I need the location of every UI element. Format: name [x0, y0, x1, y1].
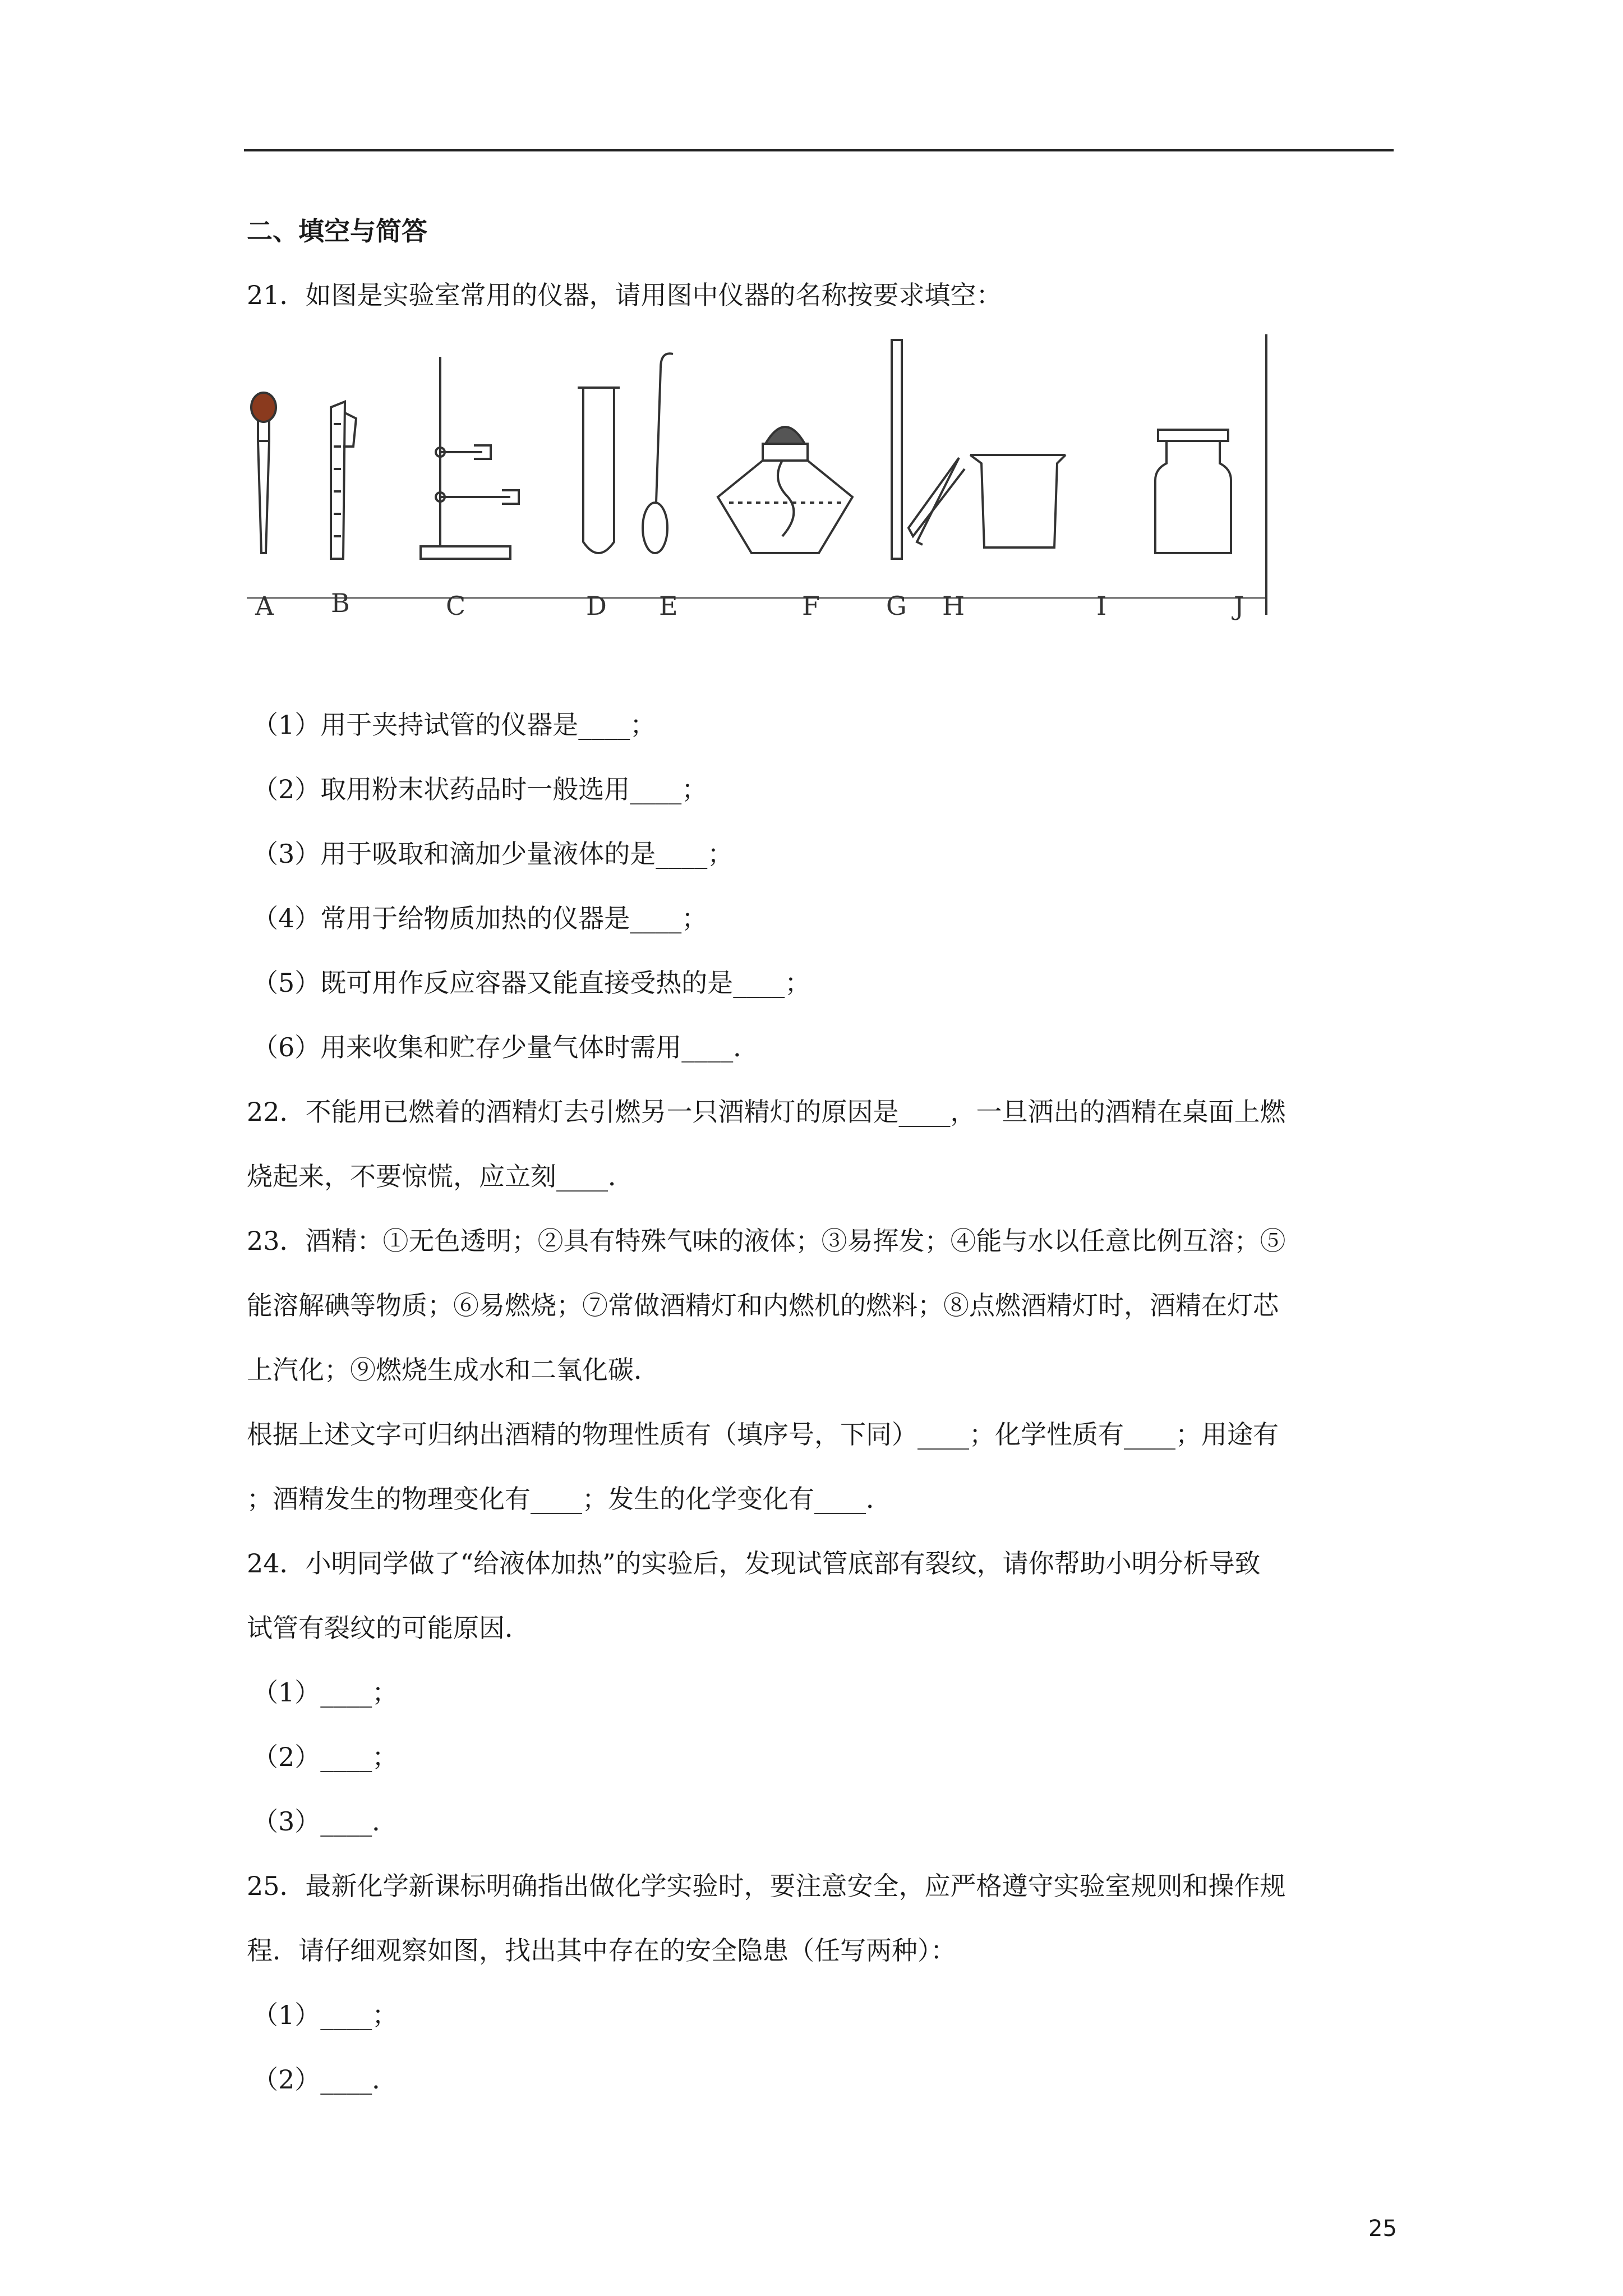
lab-instruments-figure: [247, 334, 1267, 620]
q21-item-4: （4）常用于给物质加热的仪器是____；: [252, 903, 708, 933]
q25-line-1: 25．最新化学新课标明确指出做化学实验时，要注意安全，应严格遵守实验室规则和操作规: [247, 1871, 1286, 1901]
header-rule: [244, 149, 1394, 151]
label-f: F: [802, 591, 820, 620]
reagent-bottle-icon: [1155, 430, 1231, 553]
q24-item-2: （2）____；: [252, 1742, 398, 1772]
q23-line-1: 23．酒精：①无色透明；②具有特殊气味的液体；③易挥发；④能与水以任意比例互溶；⑤: [247, 1226, 1286, 1256]
q23-line-3: 上汽化；⑨燃烧生成水和二氧化碳．: [247, 1355, 660, 1385]
label-g: G: [886, 591, 907, 620]
tweezers-icon: [909, 458, 965, 545]
label-e: E: [659, 591, 678, 620]
label-b: B: [331, 588, 350, 618]
dropper-icon: [251, 393, 276, 553]
q23-line-5: ；酒精发生的物理变化有____；发生的化学变化有____．: [247, 1484, 892, 1514]
q23-line-2: 能溶解碘等物质；⑥易燃烧；⑦常做酒精灯和内燃机的燃料；⑧点燃酒精灯时，酒精在灯芯: [247, 1290, 1279, 1320]
q25-item-2: （2）____．: [252, 2064, 398, 2095]
page-number: 25: [1368, 2216, 1397, 2242]
label-a: A: [255, 591, 274, 620]
test-tube-icon: [578, 388, 620, 553]
q24-line-1: 24．小明同学做了“给液体加热”的实验后，发现试管底部有裂纹，请你帮助小明分析导致: [247, 1548, 1261, 1579]
q21-item-6: （6）用来收集和贮存少量气体时需用____．: [252, 1032, 759, 1062]
q25-item-1: （1）____；: [252, 2000, 398, 2030]
q22-line-1: 22．不能用已燃着的酒精灯去引燃另一只酒精灯的原因是____，一旦洒出的酒精在桌面上燃: [247, 1097, 1286, 1127]
medicine-spoon-icon: [643, 353, 673, 553]
glass-rod-icon: [892, 340, 902, 559]
q21-item-5: （5）既可用作反应容器又能直接受热的是____；: [252, 968, 811, 998]
label-j: J: [1234, 591, 1244, 620]
q24-line-2: 试管有裂纹的可能原因．: [247, 1613, 531, 1643]
section-title: 二、填空与简答: [247, 216, 427, 246]
q21-stem: 21．如图是实验室常用的仪器，请用图中仪器的名称按要求填空：: [247, 280, 1002, 310]
q24-item-3: （3）____．: [252, 1806, 398, 1837]
beaker-icon: [970, 455, 1066, 547]
q21-item-1: （1）用于夹持试管的仪器是____；: [252, 710, 656, 740]
q24-item-1: （1）____；: [252, 1677, 398, 1708]
q23-line-4: 根据上述文字可归纳出酒精的物理性质有（填序号，下同）____；化学性质有____；用途有: [247, 1419, 1279, 1450]
q25-line-2: 程．请仔细观察如图，找出其中存在的安全隐患（任写两种）：: [247, 1935, 956, 1966]
label-i: I: [1096, 591, 1107, 620]
test-tube-holder-icon: [331, 402, 356, 559]
label-c: C: [446, 591, 466, 620]
figure-labels: [255, 588, 1244, 620]
q21-item-2: （2）取用粉末状药品时一般选用____；: [252, 774, 708, 804]
alcohol-lamp-icon: [718, 427, 852, 553]
label-d: D: [586, 591, 607, 620]
iron-stand-icon: [421, 357, 519, 559]
q21-item-3: （3）用于吸取和滴加少量液体的是____；: [252, 839, 734, 869]
label-h: H: [942, 591, 965, 620]
q22-line-2: 烧起来，不要惊慌，应立刻____．: [247, 1161, 634, 1191]
